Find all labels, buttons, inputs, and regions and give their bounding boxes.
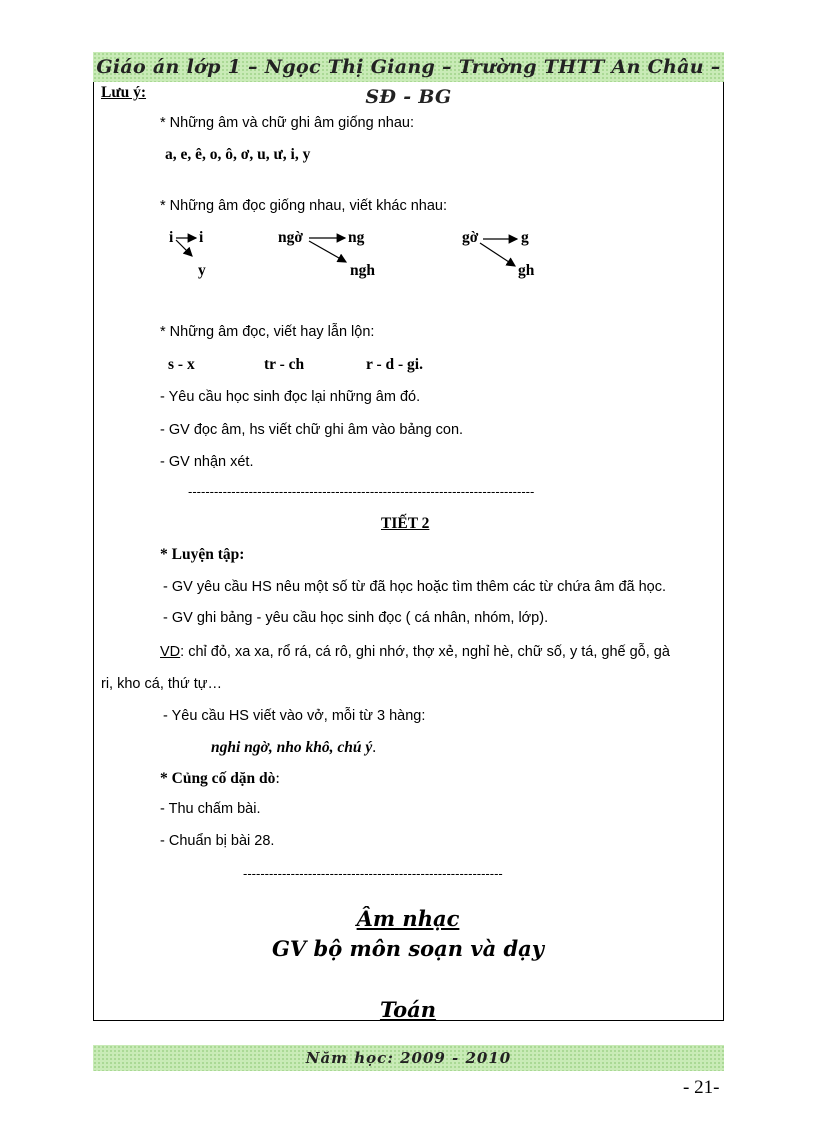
header-text: Giáo án lớp 1 – Ngọc Thị Giang – Trường THTT An Châu – SĐ - BG [96,56,721,108]
confuse-sx: s - x [168,356,195,373]
pair3-source: gờ [462,229,479,246]
luu-y-label: Lưu ý: [101,84,147,101]
am-nhac-title: Âm nhạc [356,906,460,931]
toan-title: Toán [379,997,437,1022]
pair1-target1: i [199,229,204,246]
pair1-source: i [169,229,174,246]
req-read: - Yêu cầu học sinh đọc lại những âm đó. [160,389,421,405]
footer-band [93,1045,724,1071]
pair2-target1: ng [348,229,365,246]
note-same-read: * Những âm đọc giống nhau, viết khác nhau: [160,198,448,214]
page-number: - 21- [683,1077,720,1098]
cc-item-2: - Chuẩn bị bài 28. [160,833,275,849]
note-same-sounds: * Những âm và chữ ghi âm giống nhau: [160,115,414,131]
letters-list: a, e, ê, o, ô, ơ, u, ư, i, y [165,146,311,163]
req-comment: - GV nhận xét. [160,454,254,470]
cc-item-1: - Thu chấm bài. [160,801,261,817]
pair3-target1: g [521,229,529,246]
confuse-rdgi: r - d - gi. [366,356,423,373]
lt-item-2: - GV ghi bảng - yêu cầu học sinh đọc ( cá nhân, nhóm, lớp). [163,610,549,626]
lt-item-1: - GV yêu cầu HS nêu một số từ đã học hoặc tìm thêm các từ chứa âm đã học. [163,579,667,595]
note-confused: * Những âm đọc, viết hay lẫn lộn: [160,324,375,340]
vd-line-2: ri, kho cá, thứ tự… [101,676,222,692]
lt-item-3: - Yêu cầu HS viết vào vở, mỗi từ 3 hàng: [163,708,426,724]
cung-co-text: * Củng cố dặn dò [160,770,276,787]
vd-text: : chỉ đỏ, xa xa, rổ rá, cá rô, ghi nhớ, thợ xẻ, nghỉ hè, chữ số, y tá, ghế gỗ, gà [180,644,670,660]
arrow-ngo-ngh [309,241,346,262]
separator-1: -------------------------------------------------------------------------------- [188,484,535,499]
practice-words-end: . [372,739,377,756]
footer-text: Năm học: 2009 - 2010 [305,1049,512,1067]
cung-co-heading [160,770,280,788]
pair3-target2: gh [518,262,535,279]
pair1-target2: y [198,262,206,279]
vd-label: VD [160,644,181,660]
confuse-trch: tr - ch [264,356,305,373]
practice-words [211,739,376,757]
cung-co-end: : [275,770,280,787]
separator-2: ------------------------------------------------------------ [243,866,503,881]
arrow-go-gh [480,243,515,266]
pair2-source: ngờ [278,229,303,246]
req-write: - GV đọc âm, hs viết chữ ghi âm vào bảng con. [160,422,464,438]
arrow-i-y [176,240,192,256]
tiet-title: TIẾT 2 [381,515,430,532]
gv-bo-mon-line: GV bộ môn soạn và dạy [272,936,544,961]
luyen-tap-heading: * Luyện tập: [160,546,245,563]
practice-words-text: nghi ngờ, nho khô, chú ý [211,739,373,756]
vd-line [160,644,670,660]
pair2-target2: ngh [350,262,375,279]
